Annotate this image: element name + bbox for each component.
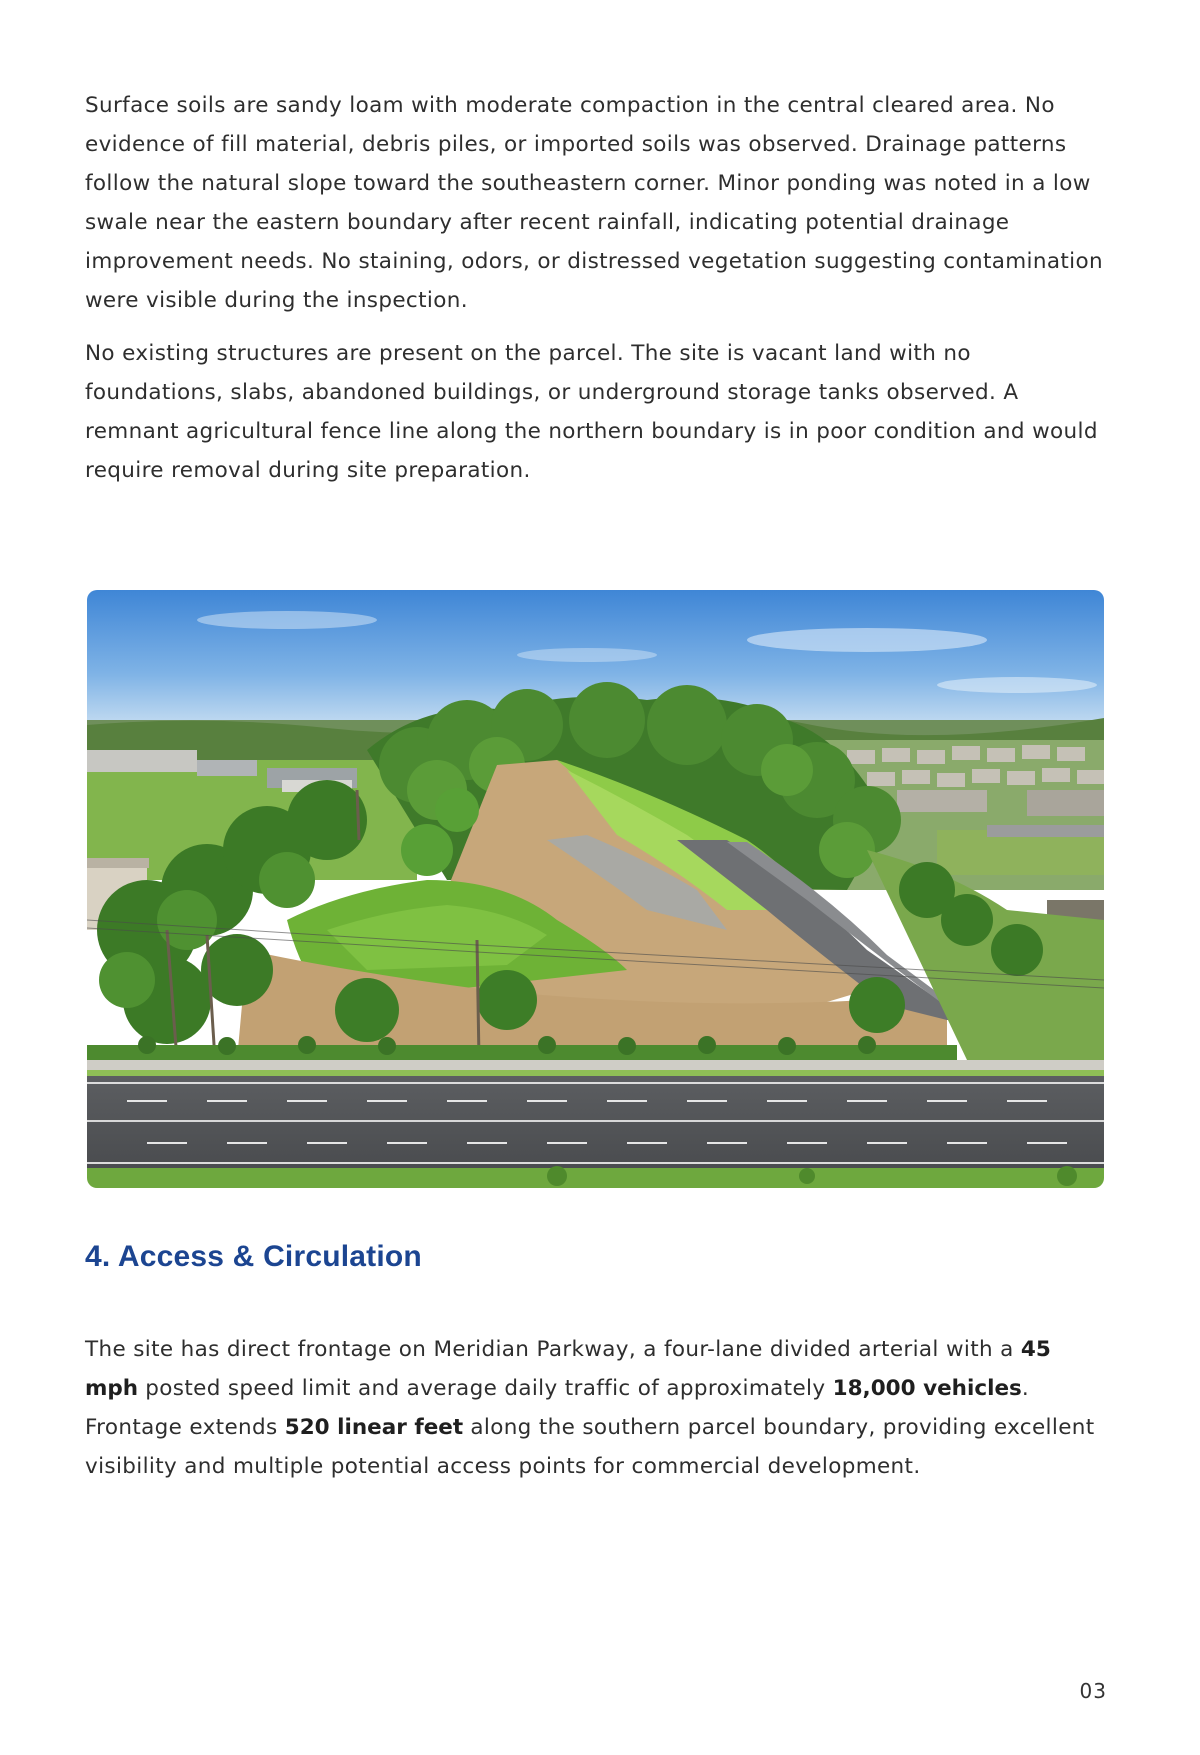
access-text-4: along the southern parcel boundary, providing excellent visibility and multiple potential access points for commercial development. bbox=[85, 1415, 1095, 1479]
traffic-count-value: 18,000 vehicles bbox=[832, 1376, 1022, 1401]
access-text-2: posted speed limit and average daily traffic of approximately bbox=[138, 1376, 833, 1401]
section-heading-access-circulation: 4. Access & Circulation bbox=[85, 1240, 422, 1273]
aerial-site-photo bbox=[87, 590, 1104, 1188]
access-paragraph bbox=[85, 1330, 1105, 1486]
access-text-3: . Frontage extends bbox=[85, 1376, 1030, 1440]
access-text-1: The site has direct frontage on Meridian Parkway, a four-lane divided arterial with a bbox=[85, 1337, 1021, 1362]
soils-paragraph: Surface soils are sandy loam with moderate compaction in the central cleared area. No evidence of fill material, debris piles, or imported soils was observed. Drainage patterns follow the natural slope toward the southeastern corner. Minor ponding was noted in a low swale near the eastern boundary after recent rainfall, indicating potential drainage improvement needs. No staining, odors, or distressed vegetation suggesting contamination were visible during the inspection. bbox=[85, 93, 1103, 313]
structures-paragraph: No existing structures are present on the parcel. The site is vacant land with no foundations, slabs, abandoned buildings, or underground storage tanks observed. A remnant agricultural fence line along the northern boundary is in poor condition and would require removal during site preparation. bbox=[85, 341, 1098, 483]
page-number: 03 bbox=[1079, 1679, 1107, 1703]
frontage-length-value: 520 linear feet bbox=[284, 1415, 464, 1440]
speed-limit-value: 45 mph bbox=[85, 1337, 1051, 1401]
